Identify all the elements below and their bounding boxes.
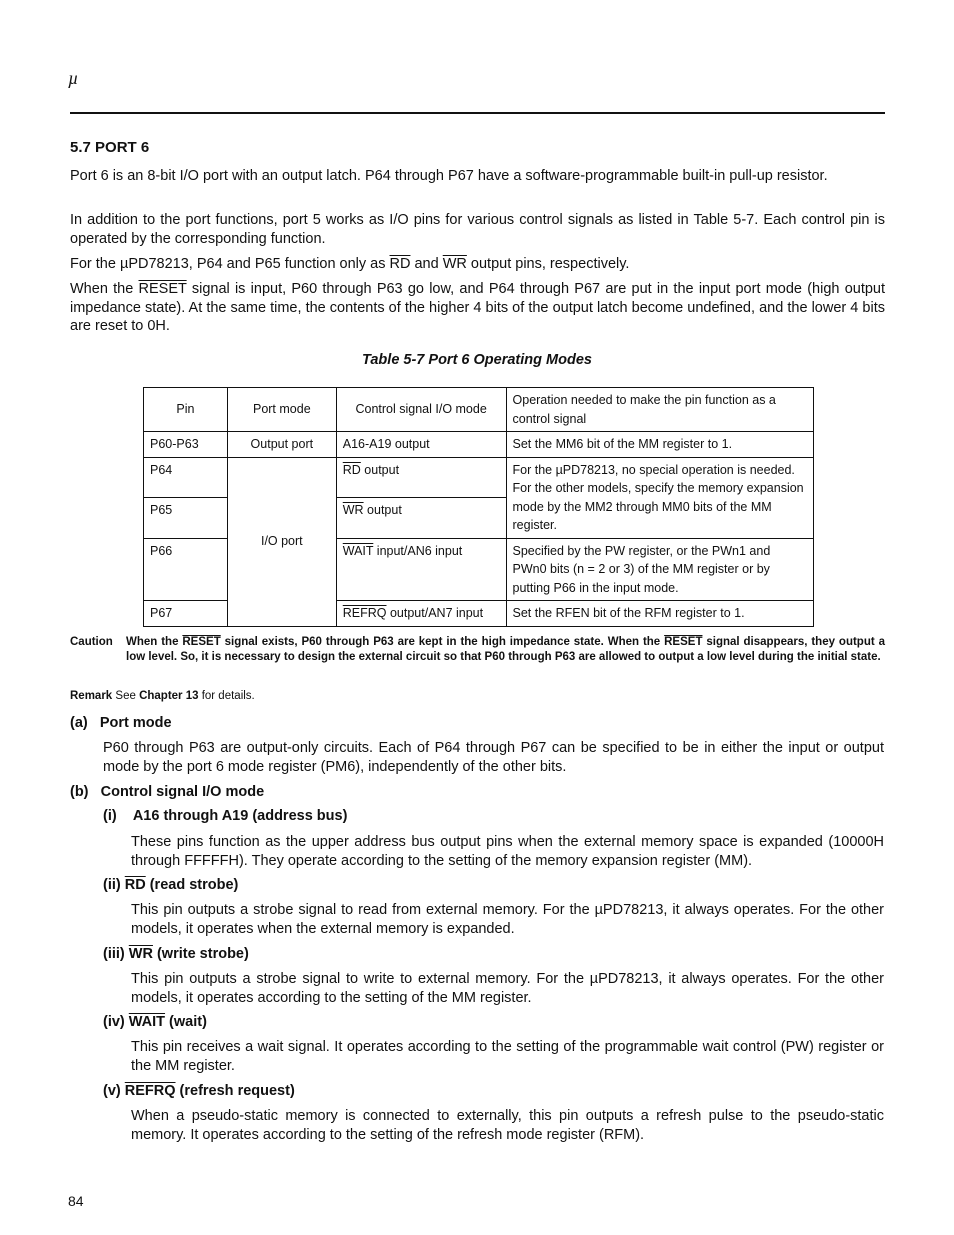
signal-refrq: REFRQ — [342, 606, 387, 620]
item-b-ii-text: This pin outputs a strobe signal to read from external memory. For the µPD78213, it always operates. For the other models, it operates when the external memory is expanded. — [131, 902, 884, 937]
p3-text-b: and — [410, 256, 443, 272]
p4-reset: RESET — [138, 281, 187, 297]
caution-label: Caution — [70, 636, 113, 648]
remark-note — [70, 689, 885, 704]
page-number: 84 — [68, 1193, 84, 1209]
item-b-i-heading — [103, 807, 347, 826]
item-b-i-label: (i) — [103, 808, 117, 824]
p3-text-c: output pins, respectively. — [466, 256, 630, 272]
cell-signal — [336, 601, 506, 627]
remark-text-a: See — [112, 690, 140, 702]
caution-text-c: signal disappears, they output a low level. So, it is necessary to design the external circuit so that P60 through P63 are allowed to output a low level during the initial state. — [126, 636, 885, 663]
item-b-ii-rd: $\overline{RD}$ — [124, 877, 146, 893]
item-b-ii-label: (ii) — [103, 877, 121, 893]
item-b-iv-wait: WAIT — [128, 1014, 166, 1030]
header-operation: Operation needed to make the pin function as a control signal — [506, 388, 813, 432]
paragraph-2: In addition to the port functions, port 5 works as I/O pins for various control signals as listed in Table 5-7. Each control pin is operated by the corresponding function. — [70, 212, 885, 247]
header-control-signal: Control signal I/O mode — [336, 388, 506, 432]
item-b-v-refrq: REFRQ — [124, 1083, 176, 1099]
cell-pin: P65 — [144, 498, 228, 539]
cell-op: For the µPD78213, no special operation is needed. For the other models, specify the memory expansion mode by the MM2 through MM0 bits of the MM register. — [506, 457, 813, 538]
item-b-v-heading — [103, 1082, 295, 1101]
p3-wr: $\overline{WR}$ — [442, 256, 467, 272]
paragraph-1: Port 6 is an 8-bit I/O port with an output latch. P64 through P67 have a software-programmable built-in pull-up resistor. — [70, 168, 828, 184]
p4-text-a: When the — [70, 281, 139, 297]
p4-text-b: signal is input, P60 through P63 go low, and P64 through P67 are put in the input port mode (high output impedance state). At the same time, the contents of the higher 4 bits of the output latch become undefined, and the lower 4 bits are reset to 0H. — [70, 281, 886, 334]
item-b-v-text: When a pseudo-static memory is connected to externally, this pin outputs a refresh pulse to the pseudo-static memory. It operates according to the setting of the refresh mode register (RFM). — [131, 1108, 884, 1143]
caution-note — [70, 635, 885, 665]
item-b-heading — [70, 783, 264, 802]
item-b-title: Control signal I/O mode — [100, 784, 265, 800]
caution-reset-2: RESET — [664, 636, 703, 648]
remark-chapter: Chapter 13 — [139, 690, 199, 702]
item-b-iv-heading — [103, 1013, 207, 1032]
cell-op: Set the MM6 bit of the MM register to 1. — [506, 432, 813, 458]
item-b-v-title: (refresh request) — [175, 1083, 295, 1099]
caution-text-a: When the — [126, 636, 183, 648]
item-b-iii-heading — [103, 945, 249, 964]
table-row — [144, 457, 814, 498]
section-title: 5.7 PORT 6 — [70, 139, 150, 156]
cell-mode: I/O port — [227, 457, 336, 626]
cell-pin: P64 — [144, 457, 228, 498]
signal-rest: input/AN6 input — [373, 543, 463, 558]
cell-op: Specified by the PW register, or the PWn1 and PWn0 bits (n = 2 or 3) of the MM register or by putting P66 in the input mode. — [506, 538, 813, 601]
cell-signal — [336, 457, 506, 498]
signal-wr: $\overline{WR}$ — [342, 503, 364, 517]
item-b-ii-heading — [103, 876, 238, 895]
caution-reset-1: RESET — [182, 636, 221, 648]
item-b-ii-title: (read strobe) — [145, 877, 239, 893]
item-a-label: (a) — [70, 715, 88, 731]
remark-label: Remark — [70, 690, 113, 702]
item-b-iii-label: (iii) — [103, 946, 125, 962]
item-b-iv-text: This pin receives a wait signal. It operates according to the setting of the programmable wait control (PW) register or the MM register. — [131, 1039, 884, 1074]
item-b-v-label: (v) — [103, 1083, 121, 1099]
item-a-title: Port mode — [99, 715, 172, 731]
item-b-i-text: These pins function as the upper address bus output pins when the external memory space is expanded (10000H through FFFFFH). They operate according to the setting of the memory expansion register (MM). — [131, 834, 884, 869]
cell-mode: Output port — [227, 432, 336, 458]
p3-rd: $\overline{RD}$ — [389, 256, 411, 272]
item-b-iii-wr: $\overline{WR}$ — [128, 946, 153, 962]
p3-text-a: For the µPD78213, P64 and P65 function only as — [70, 256, 390, 272]
header-pin: Pin — [144, 388, 228, 432]
cell-signal — [336, 538, 506, 601]
item-b-i-title: A16 through A19 (address bus) — [132, 808, 348, 824]
item-a-heading — [70, 714, 172, 733]
header-rule — [70, 112, 885, 114]
cell-pin: P67 — [144, 601, 228, 627]
port6-operating-modes-table — [143, 387, 814, 627]
signal-rest: output — [363, 503, 402, 517]
caution-text — [126, 635, 885, 665]
item-a-text: P60 through P63 are output-only circuits. Each of P64 through P67 can be specified to be in either the input or output mode by the port 6 mode register (PM6), independently of the other bits. — [103, 740, 884, 775]
signal-rest: output — [360, 462, 400, 477]
cell-pin: P60-P63 — [144, 432, 228, 458]
item-b-iii-title: (write strobe) — [152, 946, 249, 962]
cell-op: Set the RFEN bit of the RFM register to 1. — [506, 601, 813, 627]
header-mu-symbol: µ — [68, 68, 79, 88]
signal-wait: WAIT — [342, 543, 374, 558]
item-b-iii-text: This pin outputs a strobe signal to write to external memory. For the µPD78213, it always operates. For the other models, it operates according to the setting of the MM register. — [131, 971, 884, 1006]
table-row — [144, 432, 814, 458]
remark-text-b: for details. — [198, 690, 255, 702]
cell-signal — [336, 498, 506, 539]
cell-pin: P66 — [144, 538, 228, 601]
item-b-iv-label: (iv) — [103, 1014, 125, 1030]
caution-text-b: signal exists, P60 through P63 are kept in the high impedance state. When the — [220, 636, 665, 648]
cell-signal: A16-A19 output — [336, 432, 506, 458]
item-b-iv-title: (wait) — [165, 1014, 207, 1030]
signal-rest: output/AN7 input — [386, 606, 484, 620]
table-title: Table 5-7 Port 6 Operating Modes — [362, 352, 592, 368]
paragraph-4 — [70, 280, 885, 336]
signal-rd: $\overline{RD}$ — [342, 462, 361, 477]
paragraph-3 — [70, 255, 885, 274]
table-header-row — [144, 388, 814, 432]
item-b-label: (b) — [70, 784, 89, 800]
header-port-mode: Port mode — [227, 388, 336, 432]
